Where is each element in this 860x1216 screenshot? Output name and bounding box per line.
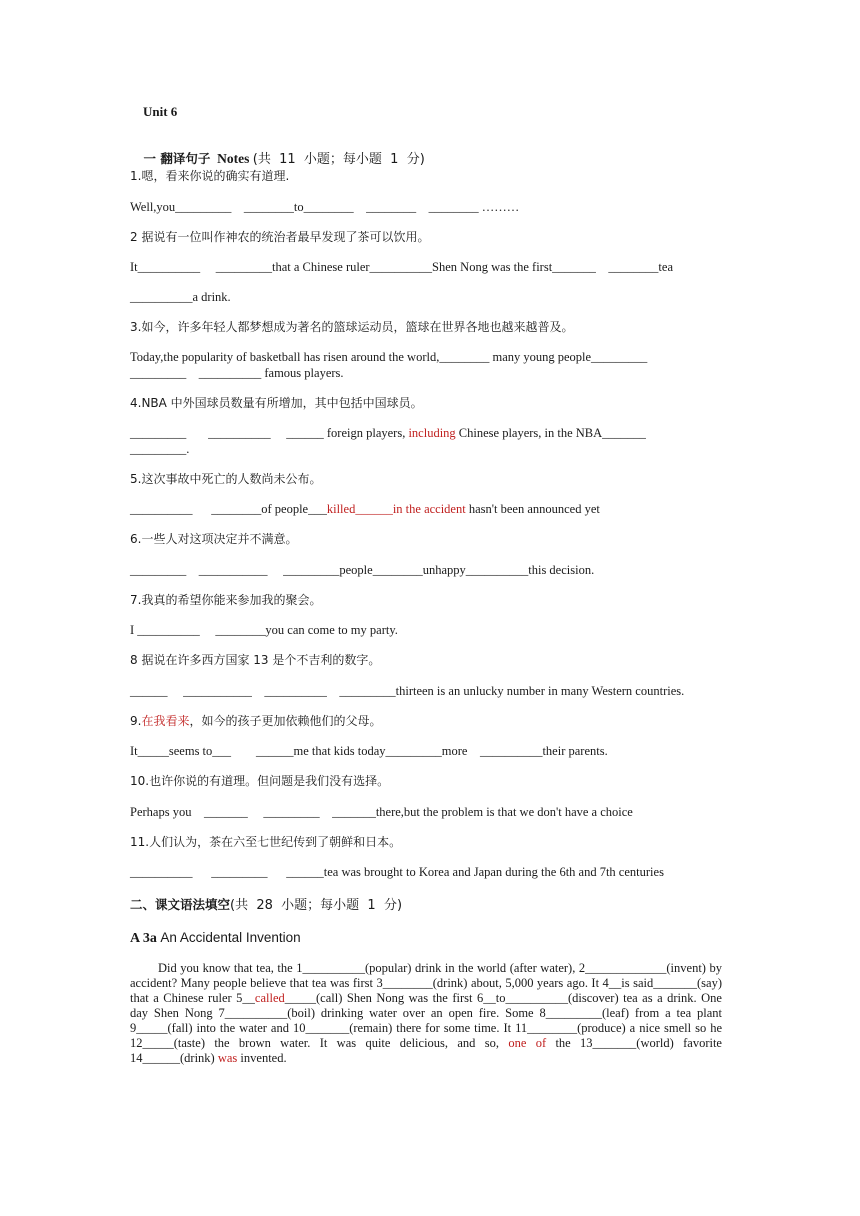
item-4-answer: including xyxy=(408,426,456,440)
passage-answer-was: was xyxy=(217,1051,238,1065)
section-2-title: 二、课文语法填空 xyxy=(130,897,231,912)
section-1-prefix: 一 xyxy=(143,151,161,166)
item-11-zh: 11.人们认为，茶在六至七世纪传到了朝鲜和日本。 xyxy=(130,835,402,849)
passage-part-4: invented. xyxy=(237,1051,287,1065)
item-4-zh: 4.NBA 中外国球员数量有所增加，其中包括中国球员。 xyxy=(130,396,423,410)
item-8-zh: 8 据说在许多西方国家 13 是个不吉利的数字。 xyxy=(130,653,381,667)
item-2-zh: 2 据说有一位叫作神农的统治者最早发现了茶可以饮用。 xyxy=(130,230,430,244)
item-2-en-line1: It__________ _________that a Chinese ruler__________Shen Nong was the first_______ ________tea xyxy=(130,260,673,274)
section-1-meta: (共 11 小题；每小题 1 分) xyxy=(252,152,425,167)
item-2-en-line2: __________a drink. xyxy=(130,290,231,304)
section-1-title-zh: 翻译句子 xyxy=(160,151,211,166)
subsection-label: A 3a xyxy=(130,931,157,946)
cloze-passage xyxy=(130,961,722,1066)
unit-title: Unit 6 xyxy=(143,104,178,119)
passage-part-2: _____(call) Shen Nong was the first 6__to__________(discover) tea as a drink. One day Shen Nong 7__________(boil) drinking water over an open fire. Some 8_________(leaf) from a tea plant 9_____(fall) into the water and 10_______(remain) there for some time. It 11________(produce) a nice smell so he 12_____(taste) the brown water. It was quite delicious, and so, xyxy=(130,991,722,1050)
item-9-zh-answer: 在我看来 xyxy=(141,714,190,728)
item-3-en-line2: _________ __________ famous players. xyxy=(130,366,344,380)
item-6-en: _________ ___________ _________people________unhappy__________this decision. xyxy=(130,563,595,577)
passage-part-3: the 13_______(world) favorite 14______(drink) xyxy=(130,1036,722,1065)
item-8-en: ______ ___________ __________ _________thirteen is an unlucky number in many Western countries. xyxy=(130,684,685,698)
item-3-zh: 3.如今，许多年轻人都梦想成为著名的篮球运动员，篮球在世界各地也越来越普及。 xyxy=(130,320,574,334)
item-1-en: Well,you_________ ________to________ ________ ________ ……… xyxy=(130,200,520,214)
section-1-title-en: Notes xyxy=(217,151,250,166)
item-4-en-line2: _________. xyxy=(130,442,190,456)
item-4-en-part-a: _________ __________ ______ foreign players, xyxy=(130,426,409,440)
subsection-heading xyxy=(130,930,722,946)
item-4-en-part-c: Chinese players, in the NBA_______ xyxy=(455,426,646,440)
passage-answer-called: called xyxy=(254,991,285,1005)
item-5-answer: killed______in the accident xyxy=(326,502,466,516)
item-9-number: 9. xyxy=(130,714,142,728)
item-7-en: I __________ ________you can come to my party. xyxy=(130,623,398,637)
section-2-meta: (共 28 小题；每小题 1 分) xyxy=(230,898,403,913)
item-9-zh-rest: ，如今的孩子更加依赖他们的父母。 xyxy=(189,714,382,728)
section-2-heading xyxy=(130,897,722,913)
passage-part-1: Did you know that tea, the 1__________(popular) drink in the world (after water), 2_____________(invent) by accident? Many people believe that tea was first 3________(drink) about, 5,000 years ago. It 4__is said_______(say) that a Chinese ruler 5__ xyxy=(130,961,722,1005)
item-4-en-line1 xyxy=(130,426,722,441)
item-6-zh: 6.一些人对这项决定并不满意。 xyxy=(130,532,298,546)
item-10-zh: 10.也许你说的有道理。但问题是我们没有选择。 xyxy=(130,774,390,788)
subsection-name: An Accidental Invention xyxy=(160,930,301,945)
item-3-en-line1: Today,the popularity of basketball has risen around the world,________ many young people_________ xyxy=(130,350,648,364)
item-7-zh: 7.我真的希望你能来参加我的聚会。 xyxy=(130,593,322,607)
item-5-en xyxy=(130,502,722,517)
item-5-en-part-c: hasn't been announced yet xyxy=(465,502,600,516)
item-11-en: __________ _________ ______tea was brought to Korea and Japan during the 6th and 7th centuries xyxy=(130,865,664,879)
item-9-zh xyxy=(130,714,722,729)
item-9-en: It_____seems to___ ______me that kids today_________more __________their parents. xyxy=(130,744,608,758)
item-5-en-part-a: __________ ________of people___ xyxy=(130,502,327,516)
item-5-zh: 5.这次事故中死亡的人数尚未公布。 xyxy=(130,472,322,486)
passage-answer-one-of: one of xyxy=(508,1036,547,1050)
item-1-zh: 1.嗯，看来你说的确实有道理. xyxy=(130,169,290,183)
item-10-en: Perhaps you _______ _________ _______there,but the problem is that we don't have a choice xyxy=(130,805,633,819)
